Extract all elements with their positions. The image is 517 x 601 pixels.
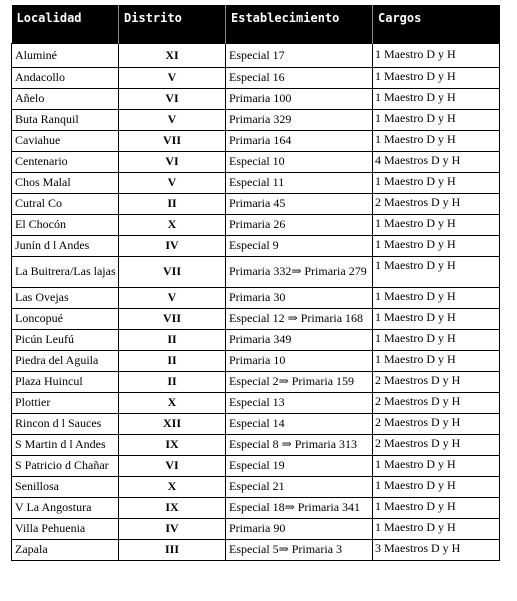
cell-localidad: Rincon d l Sauces [12, 413, 119, 434]
table-row [12, 256, 500, 287]
cell-distrito: IX [119, 434, 226, 455]
cell-cargos: 1 Maestro D y H [373, 88, 500, 109]
cell-distrito: IV [119, 518, 226, 539]
cell-distrito: X [119, 214, 226, 235]
cell-cargos: 1 Maestro D y H [373, 109, 500, 130]
cell-establecimiento: Especial 14 [226, 413, 373, 434]
cell-localidad: Centenario [12, 151, 119, 172]
cell-cargos: 1 Maestro D y H [373, 172, 500, 193]
cell-localidad: S Patricio d Chañar [12, 455, 119, 476]
table-row [12, 455, 500, 476]
cell-cargos: 1 Maestro D y H [373, 308, 500, 329]
cell-establecimiento: Especial 17 [226, 43, 373, 67]
cell-establecimiento: Especial 16 [226, 67, 373, 88]
cell-establecimiento: Especial 12 ⇒ Primaria 168 [226, 308, 373, 329]
cell-localidad: Zapala [12, 539, 119, 560]
table-row [12, 539, 500, 560]
cell-establecimiento: Primaria 332⇒ Primaria 279 [226, 256, 373, 287]
cell-distrito: VI [119, 151, 226, 172]
table-row [12, 214, 500, 235]
cell-localidad: Plottier [12, 392, 119, 413]
cell-cargos: 1 Maestro D y H [373, 287, 500, 308]
cargos-table [11, 5, 500, 561]
cell-distrito: IV [119, 235, 226, 256]
table-row [12, 109, 500, 130]
cell-distrito: VII [119, 308, 226, 329]
cell-establecimiento: Primaria 45 [226, 193, 373, 214]
cell-distrito: IX [119, 497, 226, 518]
cell-cargos: 2 Maestros D y H [373, 392, 500, 413]
cell-cargos: 1 Maestro D y H [373, 497, 500, 518]
table-row [12, 392, 500, 413]
header-establecimiento: Establecimiento [226, 5, 373, 43]
table-row [12, 43, 500, 67]
cell-establecimiento: Especial 2⇒ Primaria 159 [226, 371, 373, 392]
cell-cargos: 1 Maestro D y H [373, 476, 500, 497]
cell-establecimiento: Especial 19 [226, 455, 373, 476]
table-row [12, 497, 500, 518]
cell-establecimiento: Primaria 26 [226, 214, 373, 235]
cell-cargos: 1 Maestro D y H [373, 350, 500, 371]
table-row [12, 172, 500, 193]
cell-localidad: Junín d l Andes [12, 235, 119, 256]
header-cargos: Cargos [373, 5, 500, 43]
cell-establecimiento: Primaria 90 [226, 518, 373, 539]
cell-establecimiento: Especial 21 [226, 476, 373, 497]
cell-establecimiento: Especial 10 [226, 151, 373, 172]
cell-distrito: XII [119, 413, 226, 434]
cell-localidad: Buta Ranquil [12, 109, 119, 130]
cell-establecimiento: Especial 11 [226, 172, 373, 193]
cell-cargos: 1 Maestro D y H [373, 455, 500, 476]
table-row [12, 193, 500, 214]
cell-localidad: El Chocón [12, 214, 119, 235]
cell-localidad: La Buitrera/Las lajas [12, 256, 119, 287]
cell-establecimiento: Primaria 329 [226, 109, 373, 130]
table-row [12, 308, 500, 329]
cell-distrito: II [119, 329, 226, 350]
cell-localidad: Picún Leufú [12, 329, 119, 350]
cell-establecimiento: Primaria 100 [226, 88, 373, 109]
table-row [12, 350, 500, 371]
cell-distrito: V [119, 172, 226, 193]
cell-localidad: V La Angostura [12, 497, 119, 518]
table-row [12, 371, 500, 392]
cell-establecimiento: Especial 13 [226, 392, 373, 413]
table-row [12, 434, 500, 455]
cell-establecimiento: Especial 5⇒ Primaria 3 [226, 539, 373, 560]
table-row [12, 151, 500, 172]
cell-localidad: Aluminé [12, 43, 119, 67]
header-distrito: Distrito [119, 5, 226, 43]
cell-cargos: 1 Maestro D y H [373, 214, 500, 235]
cell-cargos: 1 Maestro D y H [373, 518, 500, 539]
header-row [12, 5, 500, 43]
cell-distrito: VII [119, 256, 226, 287]
cell-establecimiento: Primaria 164 [226, 130, 373, 151]
cell-cargos: 1 Maestro D y H [373, 43, 500, 67]
cell-distrito: V [119, 67, 226, 88]
cell-distrito: II [119, 371, 226, 392]
cell-distrito: II [119, 350, 226, 371]
cell-distrito: X [119, 392, 226, 413]
header-localidad: Localidad [12, 5, 119, 43]
cell-distrito: VI [119, 88, 226, 109]
cell-localidad: Senillosa [12, 476, 119, 497]
cell-localidad: Las Ovejas [12, 287, 119, 308]
table-row [12, 88, 500, 109]
cell-distrito: II [119, 193, 226, 214]
cell-distrito: XI [119, 43, 226, 67]
table-row [12, 130, 500, 151]
cell-establecimiento: Especial 18⇒ Primaria 341 [226, 497, 373, 518]
cell-distrito: III [119, 539, 226, 560]
cell-localidad: Loncopué [12, 308, 119, 329]
table-row [12, 235, 500, 256]
cell-cargos: 2 Maestros D y H [373, 434, 500, 455]
table-row [12, 518, 500, 539]
cell-cargos: 1 Maestro D y H [373, 130, 500, 151]
cell-distrito: VII [119, 130, 226, 151]
cell-distrito: V [119, 109, 226, 130]
cell-localidad: Cutral Co [12, 193, 119, 214]
cell-cargos: 1 Maestro D y H [373, 256, 500, 287]
table-row [12, 287, 500, 308]
cell-localidad: S Martin d l Andes [12, 434, 119, 455]
cell-localidad: Villa Pehuenia [12, 518, 119, 539]
cell-distrito: X [119, 476, 226, 497]
cell-distrito: VI [119, 455, 226, 476]
cell-establecimiento: Primaria 10 [226, 350, 373, 371]
cell-localidad: Caviahue [12, 130, 119, 151]
cell-establecimiento: Especial 9 [226, 235, 373, 256]
cell-cargos: 4 Maestros D y H [373, 151, 500, 172]
table-row [12, 329, 500, 350]
cell-cargos: 2 Maestros D y H [373, 413, 500, 434]
cell-cargos: 1 Maestro D y H [373, 67, 500, 88]
cell-localidad: Plaza Huincul [12, 371, 119, 392]
cell-localidad: Añelo [12, 88, 119, 109]
cell-localidad: Chos Malal [12, 172, 119, 193]
cell-establecimiento: Primaria 30 [226, 287, 373, 308]
cell-cargos: 1 Maestro D y H [373, 329, 500, 350]
cell-cargos: 1 Maestro D y H [373, 235, 500, 256]
cell-establecimiento: Especial 8 ⇒ Primaria 313 [226, 434, 373, 455]
cell-localidad: Piedra del Aguila [12, 350, 119, 371]
cell-establecimiento: Primaria 349 [226, 329, 373, 350]
cell-distrito: V [119, 287, 226, 308]
table-row [12, 67, 500, 88]
table-row [12, 476, 500, 497]
cell-localidad: Andacollo [12, 67, 119, 88]
cell-cargos: 3 Maestros D y H [373, 539, 500, 560]
cell-cargos: 2 Maestros D y H [373, 371, 500, 392]
table-row [12, 413, 500, 434]
cell-cargos: 2 Maestros D y H [373, 193, 500, 214]
